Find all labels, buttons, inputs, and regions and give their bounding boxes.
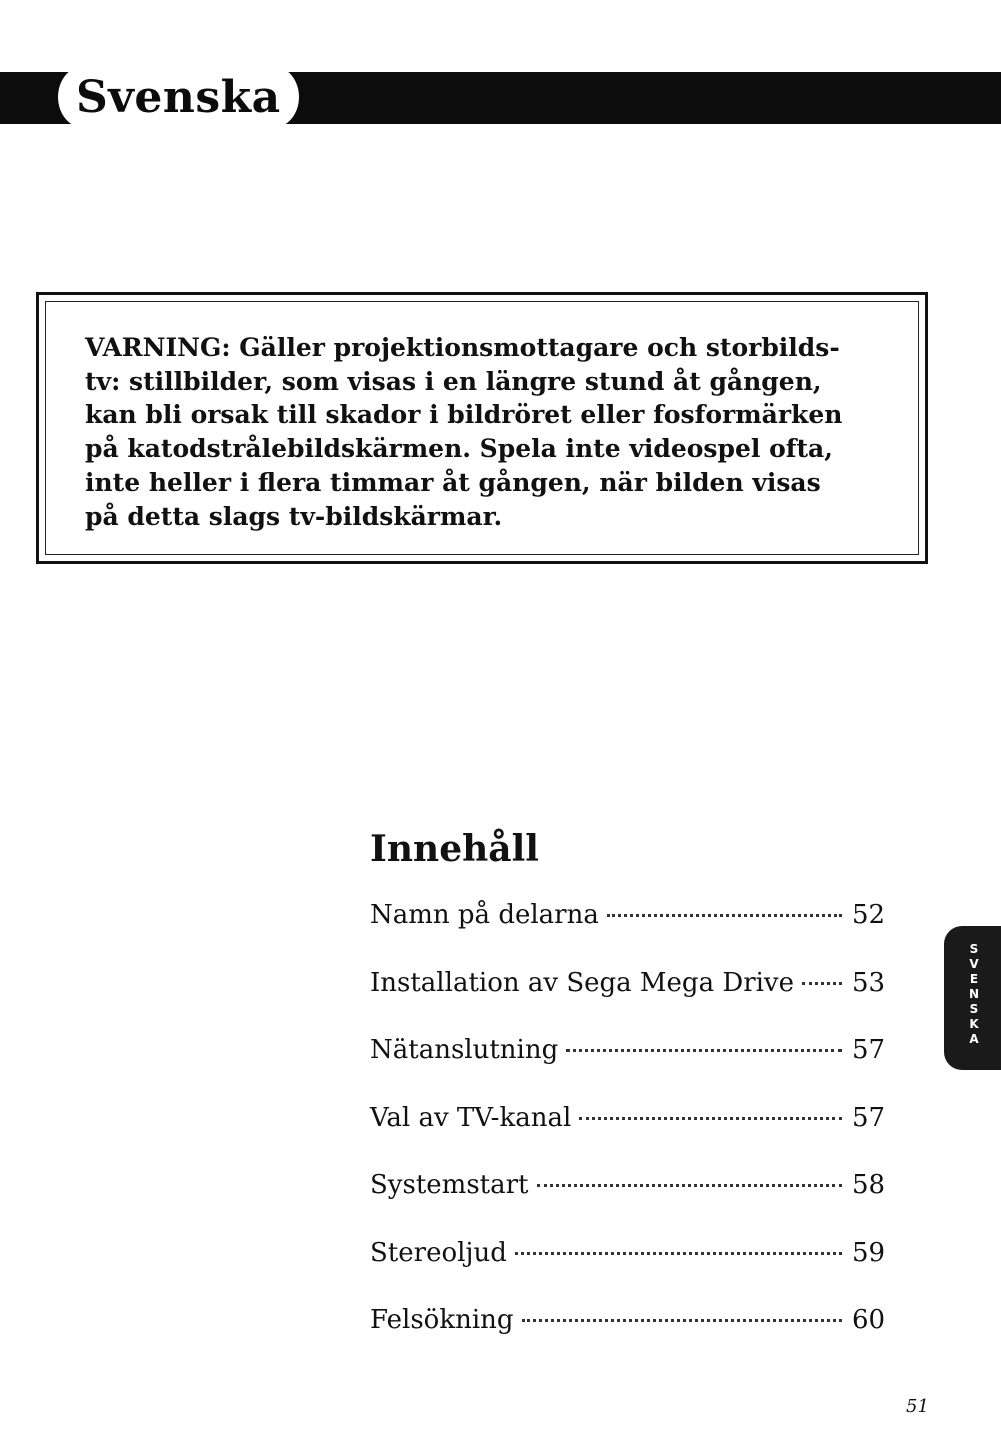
side-tab-letter: N [968,987,980,1001]
page-number: 51 [906,1396,929,1417]
toc-item-label: Namn på delarna [370,900,599,930]
warning-text: VARNING: Gäller projektionsmottagare och storbilds- tv: stillbilder, som visas i en längre stund åt gången, kan bli orsak till skador i bildröret eller fosformärken på katodstrålebildskärmen. Spela inte videospel ofta, inte heller i flera timmar åt gången, när bilden visas på detta slags tv-bildskärmar. [85,333,843,531]
header-tab [58,66,299,128]
toc-item-page: 57 [852,1035,886,1065]
side-tab-letter: E [969,972,979,986]
toc-leader-dots [566,1049,842,1052]
toc-item [370,1103,884,1171]
side-tab-letter: S [969,942,979,956]
toc-item-label: Installation av Sega Mega Drive [370,967,795,998]
toc-item [370,1170,884,1238]
side-tab-letter: S [969,1002,979,1016]
toc-item-label: Systemstart [370,1170,529,1200]
toc-item-page: 59 [852,1237,886,1268]
warning-box [36,292,928,564]
language-side-tab-letters [962,942,986,1047]
toc-item [370,968,884,1036]
toc-item-label: Felsökning [370,1305,514,1335]
side-tab-letter: V [969,957,979,971]
toc-leader-dots [607,914,842,917]
toc-item [370,1238,884,1306]
toc-title: Innehåll [370,828,539,870]
toc-item-page: 58 [852,1170,886,1200]
toc-item [370,1035,884,1103]
toc-leader-dots [522,1319,842,1322]
side-tab-letter: K [969,1017,979,1031]
toc-item-page: 53 [852,967,886,998]
toc-item-page: 60 [852,1305,886,1335]
toc-leader-dots [579,1117,842,1120]
toc-item-page: 52 [852,900,886,930]
toc-list [370,900,884,1373]
toc-item-label: Val av TV-kanal [370,1102,572,1133]
toc-item [370,900,884,968]
side-tab-letter: A [969,1032,979,1046]
toc-item-label: Nätanslutning [370,1035,559,1065]
toc-leader-dots [537,1184,842,1187]
toc-leader-dots [802,982,842,985]
page-title: Svenska [76,71,281,123]
toc-item-page: 57 [852,1102,886,1133]
toc-item [370,1305,884,1373]
toc-leader-dots [515,1252,842,1255]
toc-item-label: Stereoljud [370,1237,507,1268]
